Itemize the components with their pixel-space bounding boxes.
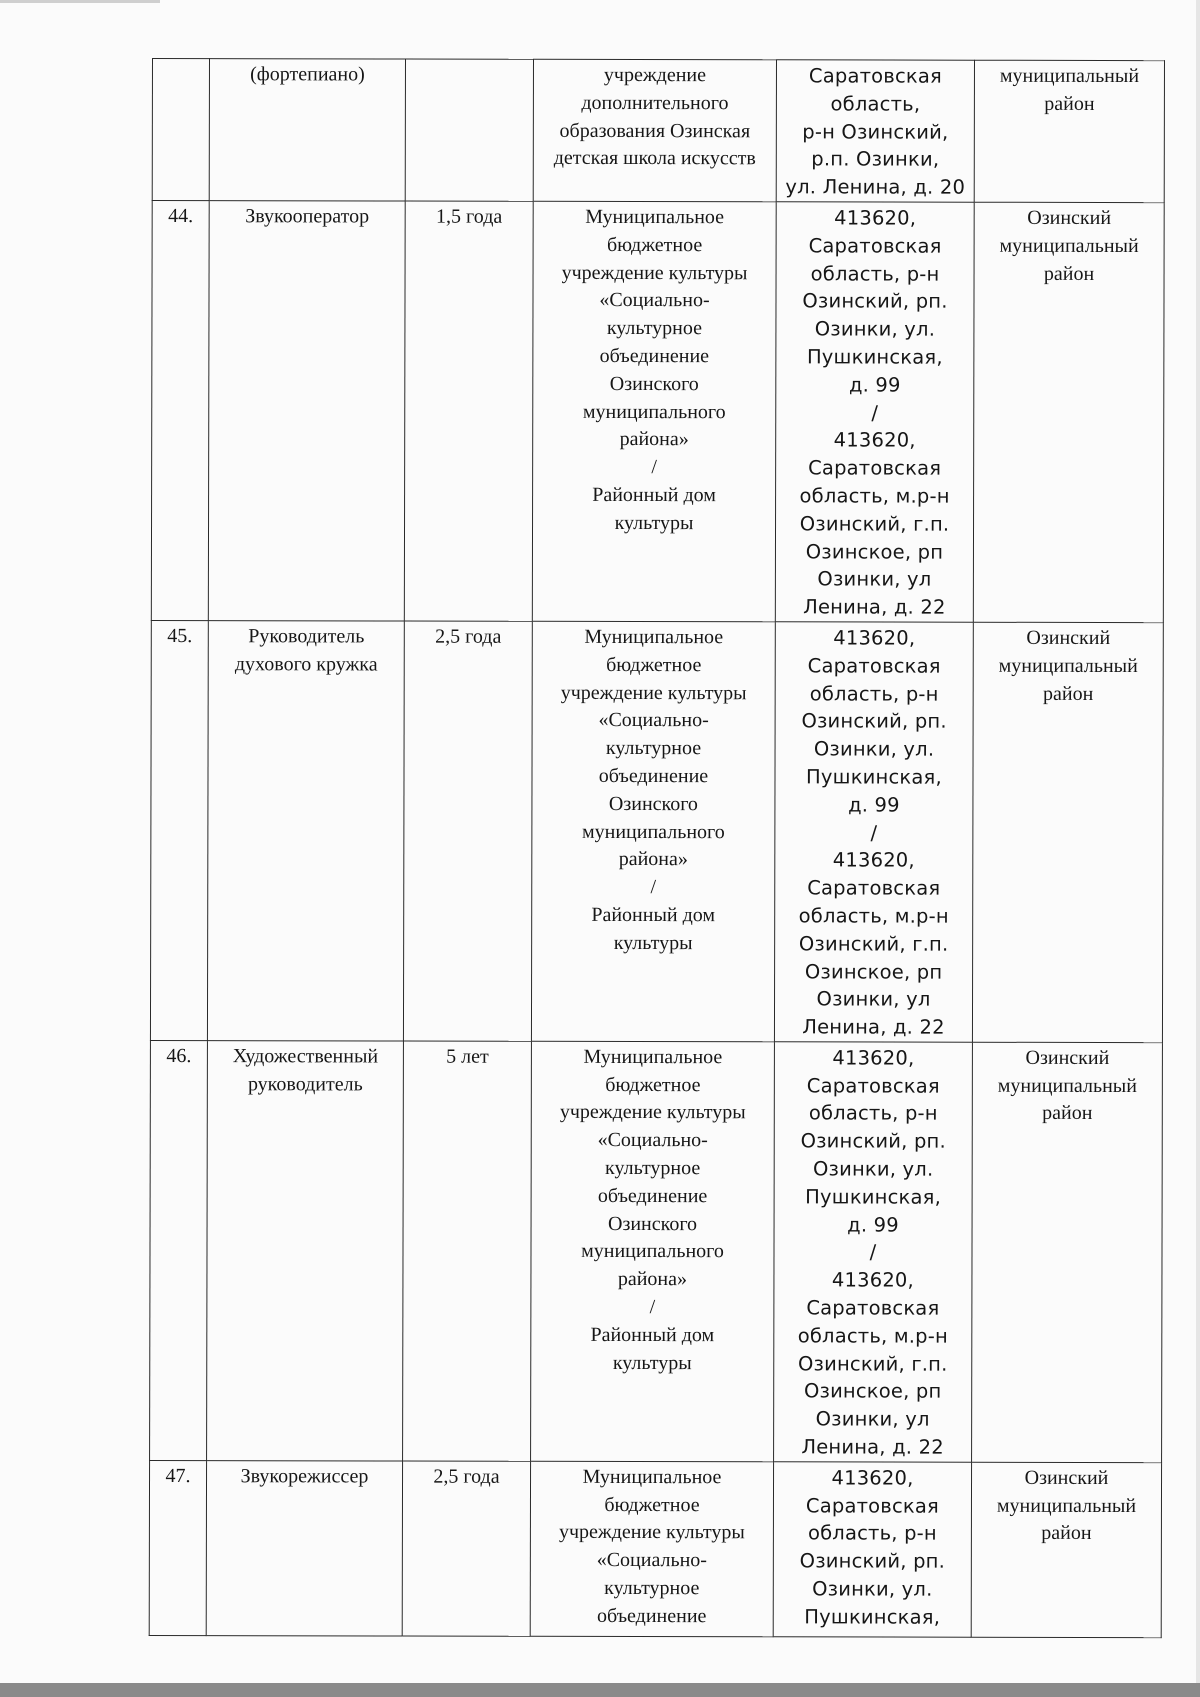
organization-text-line: объединение (599, 344, 710, 368)
row-number-text: 44. (168, 205, 194, 228)
address-text-line: Саратовская (806, 1296, 940, 1320)
table-row (152, 59, 1164, 203)
organization-text-line: бюджетное (605, 1073, 701, 1096)
district-text-line: район (1044, 92, 1095, 115)
profession-text-line: (фортепиано) (250, 63, 365, 86)
address-text-line: / (869, 1240, 877, 1264)
organization-text-line: района» (619, 428, 689, 451)
organization-text-line: бюджетное (606, 653, 702, 676)
address-text-line: Озинский, рп. (802, 289, 948, 314)
organization-text-line: Муниципальное (582, 1465, 722, 1489)
row-number-cell (150, 1040, 208, 1460)
district-text-line: район (1042, 682, 1094, 705)
address-text-line: область, (830, 92, 921, 116)
table-body (149, 59, 1164, 1638)
address-text-line: Озинский, г.п. (798, 932, 949, 956)
address-text-line: 413620, (833, 428, 916, 452)
row-number-cell (151, 200, 209, 620)
district-text-line: Озинский (1026, 626, 1111, 649)
profession-text-line: Художественный (232, 1045, 379, 1068)
address-text-line: Озинки, ул (817, 567, 932, 591)
address-text-line: Саратовская (805, 1494, 940, 1518)
organization-text-line: муниципального (582, 400, 726, 423)
table-row (149, 1460, 1161, 1637)
profession-cell (206, 1460, 402, 1635)
organization-text-line: Озинского (608, 792, 698, 815)
address-text-line: Саратовская (808, 456, 942, 480)
address-text-line: Озинки, ул. (812, 1577, 933, 1601)
address-cell (775, 202, 974, 622)
address-text-line: область, м.р-н (798, 904, 949, 928)
organization-text-line: Районный дом (590, 1323, 715, 1347)
organization-cell (533, 59, 776, 201)
duration-text: 5 лет (446, 1045, 489, 1068)
organization-text-line: учреждение культуры (558, 1521, 745, 1544)
organization-text-line: культурное (605, 737, 702, 760)
organization-text-line: Районный дом (592, 483, 716, 507)
duration-text: 2,5 года (433, 1465, 500, 1488)
district-cell (972, 622, 1163, 1042)
organization-text-line: Районный дом (591, 903, 716, 927)
profession-cell (207, 1041, 404, 1461)
organization-text-line: детская школа искусств (553, 147, 756, 170)
row-number-cell (150, 620, 208, 1040)
profession-cell (209, 59, 405, 201)
organization-text-line: «Социально- (599, 289, 710, 312)
district-cell (974, 60, 1164, 202)
duration-cell (404, 201, 533, 621)
organization-cell (531, 1041, 775, 1461)
district-text-line: муниципальный (999, 234, 1139, 257)
row-number-cell (149, 1460, 206, 1635)
address-text-line: р-н Озинский, (802, 119, 949, 144)
district-text-line: район (1041, 1522, 1092, 1545)
organization-text-line: Муниципальное (585, 205, 725, 229)
address-text-line: Озинки, ул. (814, 317, 936, 341)
address-text-line: Саратовская (807, 654, 941, 678)
address-text-line: Пушкинская, (806, 765, 942, 789)
organization-text-line: / (650, 876, 657, 899)
duration-text: 1,5 года (436, 205, 503, 228)
address-text-line: Саратовская (808, 234, 942, 258)
district-text-line: муниципальный (999, 64, 1140, 88)
organization-text-line: объединение (597, 1604, 707, 1627)
organization-text-line: / (649, 1296, 656, 1319)
address-text-line: область, р-н (809, 681, 939, 706)
duration-text: 2,5 года (435, 625, 502, 648)
organization-text-line: / (651, 456, 657, 479)
organization-text-line: объединение (597, 1184, 708, 1208)
organization-text-line: образования Озинская (559, 119, 751, 142)
organization-text-line: «Социально- (598, 709, 709, 732)
organization-text-line: учреждение культуры (561, 261, 748, 284)
row-number-text: 47. (165, 1464, 191, 1487)
district-text-line: район (1043, 262, 1095, 285)
address-text-line: Ленина, д. 22 (803, 595, 946, 619)
address-text-line: область, м.р-н (799, 484, 950, 508)
organization-text-line: Муниципальное (583, 1045, 723, 1069)
address-text-line: Озинки, ул (815, 1407, 930, 1431)
scan-bottom-edge (0, 1683, 1200, 1697)
duration-cell (402, 1461, 530, 1636)
district-cell (971, 1462, 1161, 1637)
scan-edge (1196, 0, 1200, 1683)
address-text-line: Озинский, г.п. (799, 512, 950, 536)
district-text-line: район (1042, 1102, 1093, 1125)
table-row (150, 620, 1163, 1042)
address-text-line: область, р-н (807, 1521, 937, 1546)
organization-text-line: муниципального (581, 1240, 724, 1263)
address-text-line: Озинский, рп. (799, 1549, 946, 1573)
address-text-line: 413620, (832, 848, 915, 872)
organization-text-line: культурное (605, 1157, 701, 1180)
district-text-line: Озинский (1025, 1046, 1110, 1069)
address-text-line: 413620, (834, 206, 917, 230)
address-text-line: Саратовская (808, 64, 943, 88)
address-text-line: д. 99 (847, 1213, 899, 1237)
profession-cell (207, 621, 404, 1041)
row-number-cell (152, 59, 209, 201)
table-row (151, 200, 1164, 622)
organization-text-line: Озинского (609, 372, 699, 395)
duration-cell (405, 59, 533, 201)
profession-text-line: Звукорежиссер (240, 1465, 369, 1488)
address-text-line: Ленина, д. 22 (801, 1435, 944, 1459)
district-text-line: Озинский (1027, 206, 1112, 229)
address-text-line: Пушкинская, (804, 1605, 941, 1629)
address-text-line: область, р-н (808, 1101, 938, 1126)
address-text-line: Ленина, д. 22 (802, 1015, 945, 1039)
organization-text-line: «Социально- (596, 1549, 708, 1572)
scan-edge (0, 0, 160, 3)
address-cell (774, 1042, 973, 1462)
address-text-line: Пушкинская, (806, 345, 943, 369)
district-cell (973, 202, 1164, 622)
address-cell (776, 60, 974, 202)
organization-text-line: муниципального (581, 820, 725, 843)
district-text-line: муниципальный (998, 654, 1138, 677)
address-text-line: Пушкинская, (805, 1185, 942, 1209)
institutions-table (149, 58, 1165, 1638)
organization-text-line: дополнительного (581, 91, 729, 115)
organization-text-line: учреждение (603, 63, 707, 87)
row-number-text: 46. (166, 1044, 192, 1067)
profession-cell (208, 201, 405, 621)
address-text-line: Озинский, рп. (800, 1129, 946, 1153)
address-cell (773, 1462, 971, 1637)
address-text-line: Саратовская (806, 1074, 940, 1098)
duration-cell (403, 1041, 532, 1461)
district-cell (972, 1042, 1163, 1462)
organization-text-line: учреждение культуры (560, 681, 747, 704)
organization-text-line: культуры (612, 1351, 692, 1374)
address-text-line: Озинский, г.п. (797, 1352, 948, 1376)
address-text-line: Озинское, рп (803, 1379, 942, 1404)
organization-text-line: объединение (598, 764, 709, 788)
duration-cell (403, 621, 532, 1041)
organization-text-line: «Социально- (597, 1129, 708, 1152)
table-row (150, 1040, 1163, 1462)
organization-text-line: культурное (604, 1576, 700, 1600)
organization-text-line: Муниципальное (584, 625, 724, 649)
address-text-line: Озинский, рп. (801, 709, 947, 733)
address-text-line: 413620, (831, 1466, 914, 1490)
address-text-line: р.п. Озинки, (811, 147, 940, 172)
address-text-line: область, р-н (810, 261, 940, 286)
profession-text-line: духового кружка (234, 652, 378, 676)
address-text-line: ул. Ленина, д. 20 (785, 175, 966, 199)
organization-cell (531, 621, 775, 1041)
address-text-line: / (871, 401, 879, 425)
organization-text-line: района» (617, 1268, 688, 1291)
profession-text-line: Руководитель (248, 625, 365, 648)
address-text-line: 413620, (833, 626, 916, 650)
address-text-line: д. 99 (848, 793, 900, 817)
address-cell (774, 622, 973, 1042)
organization-cell (532, 201, 776, 621)
organization-text-line: бюджетное (604, 1493, 700, 1516)
address-text-line: 413620, (831, 1268, 914, 1292)
district-text-line: Озинский (1024, 1466, 1109, 1489)
organization-text-line: района» (618, 848, 688, 871)
address-text-line: Озинки, ул (816, 987, 931, 1011)
address-text-line: Озинское, рп (804, 959, 943, 984)
profession-text-line: руководитель (247, 1072, 363, 1096)
district-text-line: муниципальный (996, 1494, 1137, 1517)
organization-text-line: культурное (606, 317, 703, 340)
organization-text-line: Озинского (608, 1212, 698, 1235)
organization-text-line: культуры (613, 931, 693, 954)
district-text-line: муниципальный (997, 1074, 1137, 1097)
organization-cell (530, 1461, 773, 1637)
address-text-line: Озинки, ул. (812, 1157, 934, 1181)
address-text-line: 413620, (832, 1046, 915, 1070)
row-number-text: 45. (167, 624, 193, 648)
address-text-line: Саратовская (807, 876, 941, 900)
profession-text-line: Звукооператор (245, 205, 370, 228)
address-text-line: Озинское, рп (805, 539, 944, 564)
organization-text-line: учреждение культуры (559, 1101, 746, 1124)
address-text-line: область, м.р-н (797, 1324, 948, 1348)
organization-text-line: бюджетное (606, 233, 703, 256)
address-text-line: Озинки, ул. (813, 737, 935, 761)
address-text-line: д. 99 (848, 373, 901, 397)
organization-text-line: культуры (614, 511, 694, 534)
address-text-line: / (870, 821, 878, 845)
